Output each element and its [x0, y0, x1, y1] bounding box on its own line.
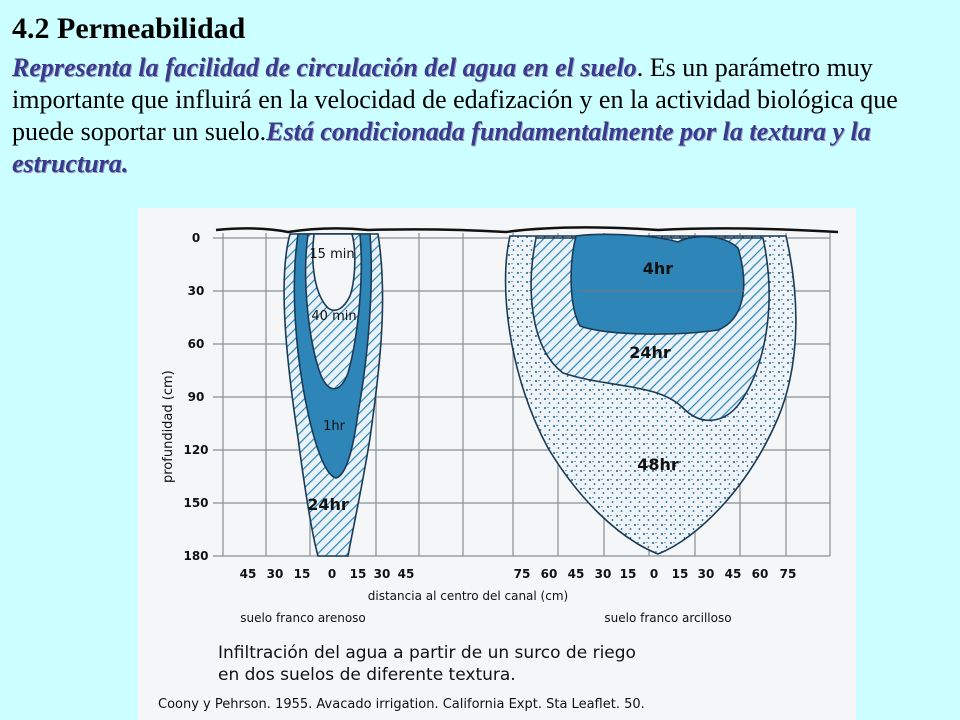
x-tick: 30 [373, 567, 391, 581]
x-axis-label: distancia al centro del canal (cm) [367, 589, 569, 603]
x-tick: 45 [239, 567, 257, 581]
x-tick: 15 [671, 567, 689, 581]
x-tick: 0 [649, 567, 659, 581]
y-tick: 60 [187, 337, 205, 351]
x-tick: 45 [567, 567, 585, 581]
paragraph-body: . Es un parámetro muy importante que influirá en la velocidad de edafización y en la actividad biológica que puede soportar un suelo. [12, 53, 898, 146]
caption-source: Coony y Pehrson. 1955. Avacado irrigation. California Expt. Sta Leaflet. 50. [158, 697, 645, 712]
y-tick-labels [183, 231, 208, 563]
y-tick: 120 [183, 443, 209, 457]
infiltration-figure [138, 208, 856, 720]
x-tick: 30 [697, 567, 715, 581]
left-x-tick-labels [240, 567, 415, 581]
zone-label-1hr: 1hr [323, 419, 345, 434]
x-tick: 45 [397, 567, 415, 581]
y-tick: 30 [187, 284, 205, 298]
slide-paragraph [12, 52, 952, 180]
slide-title: 4.2 Permeabilidad [12, 12, 246, 45]
y-tick: 180 [183, 549, 209, 563]
zone-label-15min: 15 min [309, 247, 355, 262]
emphasis-definition: Representa la facilidad de circulación del agua en el suelo [12, 53, 637, 82]
y-axis-label: profundidad (cm) [161, 370, 176, 483]
x-tick: 15 [349, 567, 367, 581]
zone-label-24hr-right: 24hr [629, 343, 671, 362]
right-x-tick-labels [514, 567, 797, 581]
y-tick: 150 [183, 496, 209, 510]
zone-label-4hr: 4hr [642, 259, 674, 278]
x-tick: 15 [293, 567, 311, 581]
clay-soil-plume [506, 234, 796, 554]
x-tick: 75 [779, 567, 797, 581]
caption-line-1: Infiltración del agua a partir de un surco de riego [218, 643, 636, 663]
left-soil-label: suelo franco arenoso [240, 611, 366, 625]
caption-line-2: en dos suelos de diferente textura. [218, 665, 516, 685]
right-zone-4hr [571, 234, 744, 334]
x-tick: 60 [540, 567, 558, 581]
paragraph-period: . [121, 149, 129, 178]
zone-label-48hr: 48hr [637, 455, 679, 474]
x-tick: 30 [266, 567, 284, 581]
x-tick: 60 [751, 567, 769, 581]
zone-label-24hr-left: 24hr [307, 495, 349, 514]
zone-label-40min: 40 min [311, 309, 357, 324]
infiltration-diagram [138, 208, 856, 720]
right-soil-label: suelo franco arcilloso [604, 611, 732, 625]
x-tick: 75 [513, 567, 531, 581]
y-tick: 90 [187, 390, 205, 404]
soil-surface-line [216, 227, 838, 232]
emphasis-conditions: Está condicionada fundamentalmente por la textura y la estructura [12, 117, 871, 178]
x-tick: 15 [619, 567, 637, 581]
x-tick: 30 [594, 567, 612, 581]
x-tick: 45 [724, 567, 742, 581]
y-tick: 0 [191, 231, 201, 245]
x-tick: 0 [327, 567, 337, 581]
